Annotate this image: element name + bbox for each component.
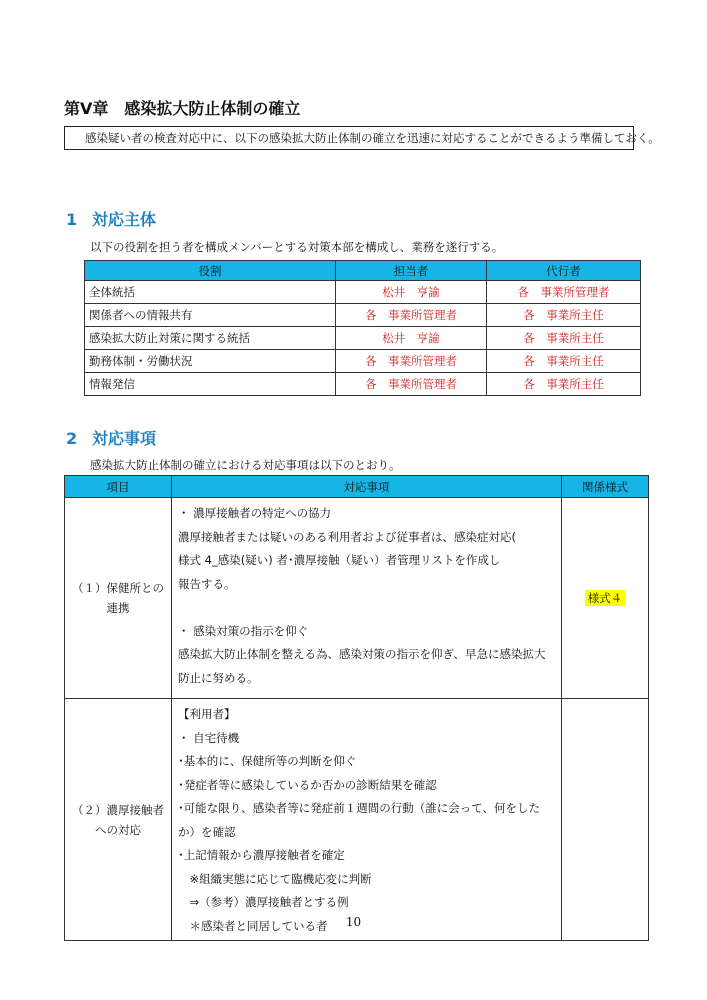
role-cell: 情報発信 (85, 373, 336, 396)
table-row (65, 699, 649, 941)
action-cell (172, 699, 562, 941)
action-line: 防止に努める。 (178, 670, 259, 685)
role-cell: 全体統括 (85, 281, 336, 304)
action-line: ・ 自宅待機 (178, 730, 240, 745)
section2-title: 対応事項 (92, 429, 157, 448)
action-line: ･上記情報から濃厚接触者を確定 (178, 848, 345, 862)
action-line: 報告する。 (178, 576, 236, 591)
action-line: ・ 濃厚接触者の特定への協力 (178, 506, 332, 520)
header-deputy: 代行者 (487, 261, 641, 281)
action-line: 【利用者】 (178, 707, 236, 721)
actions-table-header (65, 476, 649, 498)
deputy-cell: 各 事業所主任 (487, 373, 641, 396)
table-row (85, 327, 641, 350)
action-line: ⇒（参考）濃厚接触者とする例 (178, 895, 349, 909)
form-badge: 様式４ (585, 590, 626, 606)
chapter-title: 第Ⅴ章 感染拡大防止体制の確立 (64, 99, 301, 118)
role-cell: 感染拡大防止対策に関する統括 (85, 327, 336, 350)
deputy-cell: 各 事業所主任 (487, 327, 641, 350)
action-line: 濃厚接触者または疑いのある利用者および従事者は、感染症対応( (178, 529, 516, 544)
section1-description: 以下の役割を担う者を構成メンバーとする対策本部を構成し、業務を遂行する。 (90, 240, 504, 254)
table-row (85, 373, 641, 396)
section1-title: 対応主体 (92, 210, 157, 229)
action-line: ※組織実態に応じて臨機応変に判断 (178, 871, 372, 886)
person-cell: 各 事業所管理者 (336, 304, 487, 327)
person-cell: 各 事業所管理者 (336, 373, 487, 396)
section1-number: 1 (66, 210, 78, 229)
header-form: 関係様式 (562, 476, 649, 498)
item-label-line1: （１）保健所との (72, 581, 164, 595)
deputy-cell: 各 事業所管理者 (487, 281, 641, 304)
blank-line (178, 596, 555, 620)
action-line: ･可能な限り、感染者等に発症前１週間の行動（誰に会って、何をした (178, 801, 541, 815)
header-person: 担当者 (336, 261, 487, 281)
action-line: 様式 4_感染(疑い) 者･濃厚接触（疑い）者管理リストを作成し (178, 553, 501, 567)
item-cell (65, 699, 172, 941)
header-item: 項目 (65, 476, 172, 498)
section2-number: 2 (66, 429, 78, 448)
page-number: 10 (345, 915, 362, 929)
roles-table (84, 260, 641, 396)
table-row (85, 304, 641, 327)
header-role: 役割 (85, 261, 336, 281)
deputy-cell: 各 事業所主任 (487, 304, 641, 327)
person-cell: 松井 亨諭 (336, 281, 487, 304)
action-line: ･基本的に、保健所等の判断を仰ぐ (178, 754, 357, 768)
action-line: ＊感染者と同居している者 (178, 918, 328, 933)
section2-description: 感染拡大防止体制の確立における対応事項は以下のとおり。 (90, 458, 401, 472)
deputy-cell: 各 事業所主任 (487, 350, 641, 373)
item-label-line2: 連携 (106, 601, 130, 615)
action-line: か）を確認 (178, 824, 236, 839)
item-cell (65, 498, 172, 699)
table-row (85, 350, 641, 373)
action-line: ･発症者等に感染しているか否かの診断結果を確認 (178, 777, 437, 792)
action-line: 感染拡大防止体制を整える為、感染対策の指示を仰ぎ、早急に感染拡大 (178, 647, 546, 661)
roles-table-header (85, 261, 641, 281)
role-cell: 関係者への情報共有 (85, 304, 336, 327)
form-cell (562, 699, 649, 941)
person-cell: 各 事業所管理者 (336, 350, 487, 373)
item-label-line2: への対応 (95, 822, 141, 837)
person-cell: 松井 亨諭 (336, 327, 487, 350)
table-row (65, 498, 649, 699)
role-cell: 勤務体制・労働状況 (85, 350, 336, 373)
form-cell (562, 498, 649, 699)
action-line: ・ 感染対策の指示を仰ぐ (178, 623, 309, 638)
header-action: 対応事項 (172, 476, 562, 498)
action-cell (172, 498, 562, 699)
section1-heading (66, 207, 156, 230)
section2-heading (66, 426, 156, 449)
table-row (85, 281, 641, 304)
intro-box: 感染疑い者の検査対応中に、以下の感染拡大防止体制の確立を迅速に対応することができるよう準備しておく。 (64, 126, 634, 150)
item-label-line1: （２）濃厚接触者 (72, 802, 164, 817)
actions-table (64, 475, 649, 941)
